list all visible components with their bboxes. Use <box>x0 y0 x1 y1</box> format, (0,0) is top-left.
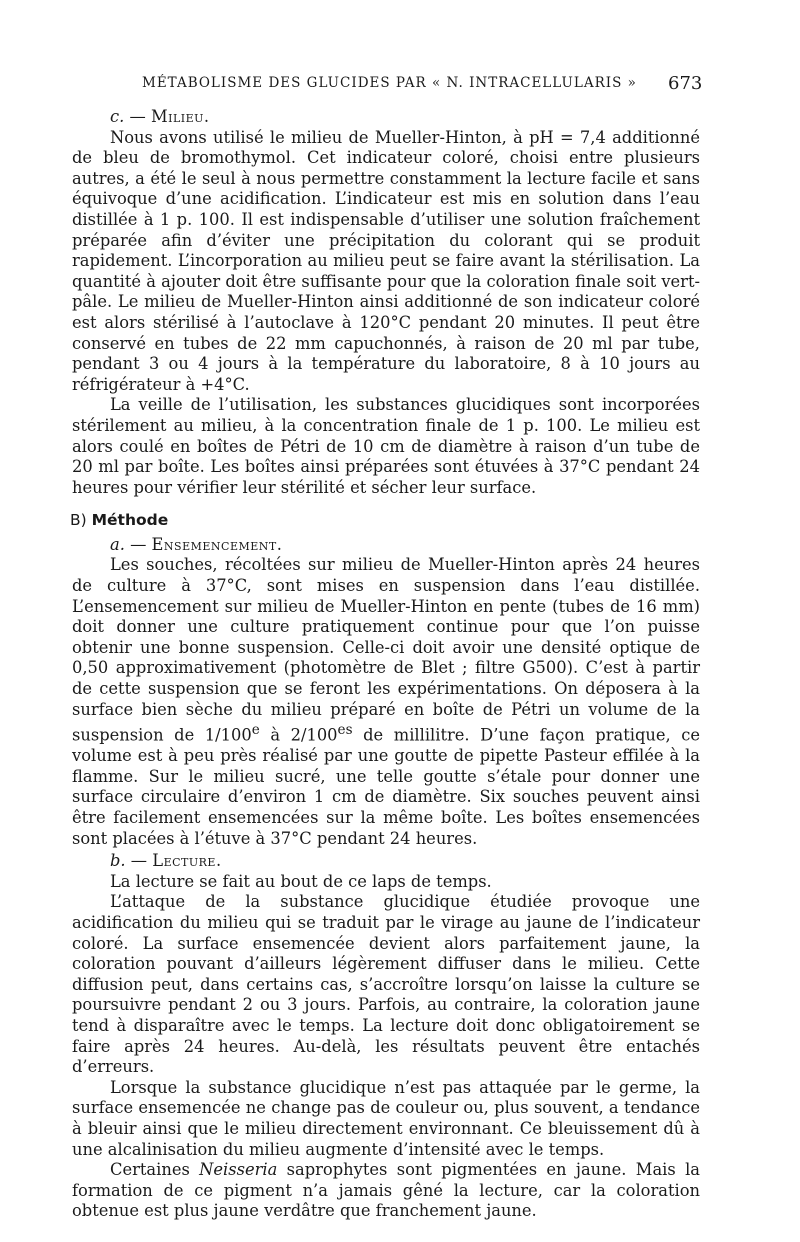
paragraph: L’attaque de la substance glucidique étudiée provoque une acidification du milieu qui se traduit par le virage au jaune de l’indicateur coloré. La surface ensemencée devient alors parfaitement jaune, la coloration pouvant d’ailleurs légèrement diffuser dans le milieu. Cette diffusion peut, dans certains cas, s’accroître lorsqu’on laisse la culture se poursuivre pendant 2 ou 3 jours. Parfois, au contraire, la coloration jaune tend à disparaître avec le temps. La lecture doit donc obligatoirement se faire après 24 heures. Au-delà, les résultats peuvent être entachés d’erreurs. <box>72 892 700 1077</box>
subsection-heading-milieu: c. — Milieu. <box>110 107 210 126</box>
paragraph: Nous avons utilisé le milieu de Mueller-Hinton, à pH = 7,4 additionné de bleu de bromothymol. Cet indicateur coloré, choisi entre plusieurs autres, a été le seul à nous permettre constamment la lecture facile et sans équivoque d’une acidification. L’indicateur est mis en solution dans l’eau distillée à 1 p. 100. Il est indispensable d’utiliser une solution fraîchement préparée afin d’éviter une précipitation du colorant qui se produit rapidement. L’incorporation au milieu peut se faire avant la stérilisation. La quantité à ajouter doit être suffisante pour que la coloration finale soit vert-pâle. Le milieu de Mueller-Hinton ainsi additionné de son indicateur coloré est alors stérilisé à l’autoclave à 120°C pendant 20 minutes. Il peut être conservé en tubes de 22 mm capuchonnés, à raison de 20 ml par tube, pendant 3 ou 4 jours à la température du laboratoire, 8 à 10 jours au réfrigérateur à +4°C. <box>72 127 700 394</box>
paragraph: Lorsque la substance glucidique n’est pas attaquée par le germe, la surface ensemencée ne change pas de couleur ou, plus souvent, a tendance à bleuir ainsi que le milieu directement environnant. Ce bleuissement dû à une alcalinisation du milieu augmente d’intensité avec le temps. <box>72 1077 700 1159</box>
paragraph: La veille de l’utilisation, les substances glucidiques sont incorporées stérilement au milieu, à la concentration finale de 1 p. 100. Le milieu est alors coulé en boîtes de Pétri de 10 cm de diamètre à raison d’un tube de 20 ml par boîte. Les boîtes ainsi préparées sont étuvées à 37°C pendant 24 heures pour vérifier leur stérilité et sécher leur surface. <box>72 395 700 497</box>
paragraph: Certaines Neisseria saprophytes sont pigmentées en jaune. Mais la formation de ce pigment n’a jamais gêné la lecture, car la coloration obtenue est plus jaune verdâtre que franchement jaune. <box>72 1160 700 1221</box>
subsection-heading-ensemencement: a. — Ensemencement. <box>110 534 283 554</box>
subsection-heading-lecture: b. — Lecture. <box>110 851 222 871</box>
body-text <box>72 107 700 1222</box>
paragraph: Les souches, récoltées sur milieu de Mueller-Hinton après 24 heures de culture à 37°C, sont mises en suspension dans l’eau distillée. L’ensemencement sur milieu de Mueller-Hinton en pente (tubes de 16 mm) doit donner une culture pratiquement continue pour que l’on puisse obtenir une bonne suspension. Celle-ci doit avoir une densité optique de 0,50 approximativement (photomètre de Blet ; filtre G500). C’est à partir de cette suspension que se feront les expérimentations. On déposera à la surface bien sèche du milieu préparé en boîte de Pétri un volume de la suspension de 1/100e à $2/100^{es}$ de millilitre. D’une façon pratique, ce volume est à peu près réalisé par une goutte de pipette Pasteur effilée à la flamme. Sur le milieu sucré, une telle goutte s’étale pour donner une surface circulaire d’environ 1 cm de diamètre. Six souches peuvent ainsi être facilement ensemencées sur la même boîte. Les boîtes ensemencées sont placées à l’étuve à 37°C pendant 24 heures. <box>72 555 700 848</box>
paragraph: La lecture se fait au bout de ce laps de temps. <box>110 871 492 891</box>
section-heading-methode: B) Méthode <box>70 511 169 530</box>
running-head: MÉTABOLISME DES GLUCIDES PAR « N. INTRACELLULARIS » <box>142 75 637 91</box>
page-number: 673 <box>668 73 703 94</box>
